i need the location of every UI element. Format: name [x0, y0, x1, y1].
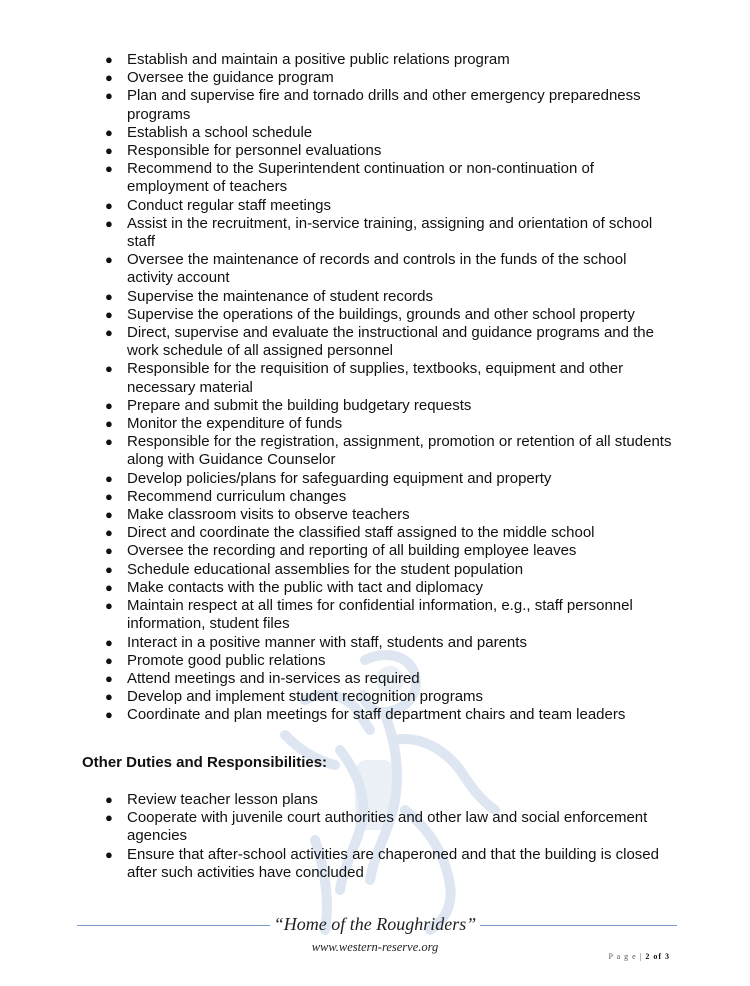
list-item [0, 306, 750, 324]
list-item [0, 288, 750, 306]
bullet-icon: ● [105, 143, 113, 159]
list-item [0, 433, 750, 469]
bullet-icon: ● [105, 470, 113, 486]
bullet-icon: ● [105, 543, 113, 559]
list-item [0, 124, 750, 142]
list-item-text: Ensure that after-school activities are chaperoned and that the building is closed after such activities have concluded [127, 845, 659, 881]
list-item-text: Promote good public relations [127, 651, 326, 669]
bullet-icon: ● [105, 689, 113, 705]
bullet-icon: ● [105, 670, 113, 686]
list-item-text: Recommend curriculum changes [127, 487, 347, 505]
list-item-text: Establish and maintain a positive public relations program [127, 51, 510, 68]
bullet-icon: ● [105, 598, 113, 614]
list-item-text: Responsible for the requisition of supplies, textbooks, equipment and other necessary material [127, 360, 624, 396]
list-item-text: Recommend to the Superintendent continuation or non-continuation of employment of teachers [127, 160, 594, 196]
list-item [0, 688, 750, 706]
list-item-text: Oversee the recording and reporting of all building employee leaves [127, 542, 577, 560]
bullet-icon: ● [105, 306, 113, 322]
list-item-text: Assist in the recruitment, in-service training, assigning and orientation of school staff [127, 214, 653, 251]
bullet-icon: ● [105, 652, 113, 668]
list-item-text: Responsible for personnel evaluations [127, 142, 382, 160]
list-item [0, 215, 750, 251]
list-item-text: Make contacts with the public with tact and diplomacy [127, 578, 484, 596]
list-item [0, 415, 750, 433]
list-item-text: Develop and implement student recognition programs [127, 688, 484, 706]
bullet-icon: ● [105, 579, 113, 595]
bullet-icon: ● [105, 288, 113, 304]
list-item-text: Direct and coordinate the classified staff assigned to the middle school [127, 524, 595, 542]
bullet-icon: ● [105, 252, 113, 268]
list-item [0, 524, 750, 542]
list-item [0, 634, 750, 652]
bullet-icon: ● [105, 52, 113, 67]
list-item [0, 561, 750, 579]
list-item [0, 597, 750, 633]
list-item-text: Review teacher lesson plans [127, 791, 318, 808]
list-item-text: Cooperate with juvenile court authorities and other law and social enforcement agencies [127, 809, 648, 845]
list-item [0, 51, 750, 69]
bullet-icon: ● [105, 397, 113, 413]
list-item-text: Responsible for the registration, assignment, promotion or retention of all students along with Guidance Counselor [127, 433, 672, 469]
list-item-text: Supervise the operations of the buildings, grounds and other school property [127, 305, 635, 323]
list-item [0, 791, 750, 809]
page-number [608, 952, 670, 961]
list-item [0, 652, 750, 670]
page-number-value: 2 of 3 [645, 952, 670, 961]
bullet-icon: ● [105, 416, 113, 432]
list-item-text: Schedule educational assemblies for the student population [127, 560, 524, 578]
list-item-text: Interact in a positive manner with staff, students and parents [127, 633, 527, 651]
list-item [0, 87, 750, 123]
page-number-prefix: P a g e | [608, 952, 643, 961]
list-item [0, 397, 750, 415]
list-item [0, 846, 750, 882]
footer-rule-left [77, 925, 270, 926]
list-item [0, 670, 750, 688]
bullet-icon: ● [105, 707, 113, 723]
bullet-icon: ● [105, 88, 113, 104]
list-item [0, 160, 750, 196]
list-item-text: Direct, supervise and evaluate the instructional and guidance programs and the work schedule of all assigned personnel [127, 324, 654, 360]
list-item [0, 542, 750, 560]
other-duties-heading: Other Duties and Responsibilities: [82, 754, 328, 771]
list-item [0, 324, 750, 360]
bullet-icon: ● [105, 70, 113, 86]
list-item-text: Establish a school schedule [127, 123, 313, 141]
list-item-text: Oversee the maintenance of records and controls in the funds of the school activity account [127, 251, 627, 287]
bullet-icon: ● [105, 325, 113, 341]
footer-motto: “Home of the Roughriders” [273, 914, 477, 934]
list-item [0, 809, 750, 845]
list-item-text: Plan and supervise fire and tornado drills and other emergency preparedness programs [127, 87, 641, 123]
bullet-icon: ● [105, 488, 113, 504]
list-item-text: Monitor the expenditure of funds [127, 415, 343, 433]
list-item [0, 579, 750, 597]
bullet-icon: ● [105, 634, 113, 650]
list-item [0, 706, 750, 724]
bullet-icon: ● [105, 792, 113, 807]
bullet-icon: ● [105, 810, 113, 826]
bullet-icon: ● [105, 124, 113, 140]
bullet-icon: ● [105, 525, 113, 541]
bullet-icon: ● [105, 361, 113, 377]
list-item [0, 251, 750, 287]
list-item-text: Oversee the guidance program [127, 69, 334, 87]
bullet-icon: ● [105, 434, 113, 450]
list-item-text: Prepare and submit the building budgetary requests [127, 396, 472, 414]
list-item-text: Maintain respect at all times for confidential information, e.g., staff personnel information, student files [127, 597, 633, 633]
bullet-icon: ● [105, 846, 113, 862]
list-item [0, 488, 750, 506]
list-item [0, 69, 750, 87]
bullet-icon: ● [105, 161, 113, 177]
list-item [0, 142, 750, 160]
list-item-text: Supervise the maintenance of student records [127, 287, 434, 305]
list-item-text: Coordinate and plan meetings for staff department chairs and team leaders [127, 706, 626, 724]
list-item [0, 197, 750, 215]
list-item-text: Make classroom visits to observe teachers [127, 506, 410, 524]
list-item-text: Develop policies/plans for safeguarding equipment and property [127, 469, 552, 487]
list-item [0, 506, 750, 524]
bullet-icon: ● [105, 507, 113, 523]
duties-list [0, 51, 750, 725]
footer-rule-right [480, 925, 677, 926]
list-item [0, 470, 750, 488]
list-item-text: Conduct regular staff meetings [127, 196, 332, 214]
other-duties-list [0, 791, 750, 882]
bullet-icon: ● [105, 215, 113, 231]
list-item-text: Attend meetings and in-services as required [127, 669, 420, 687]
footer-website: www.western-reserve.org [311, 940, 439, 954]
list-item [0, 360, 750, 396]
bullet-icon: ● [105, 197, 113, 213]
bullet-icon: ● [105, 561, 113, 577]
